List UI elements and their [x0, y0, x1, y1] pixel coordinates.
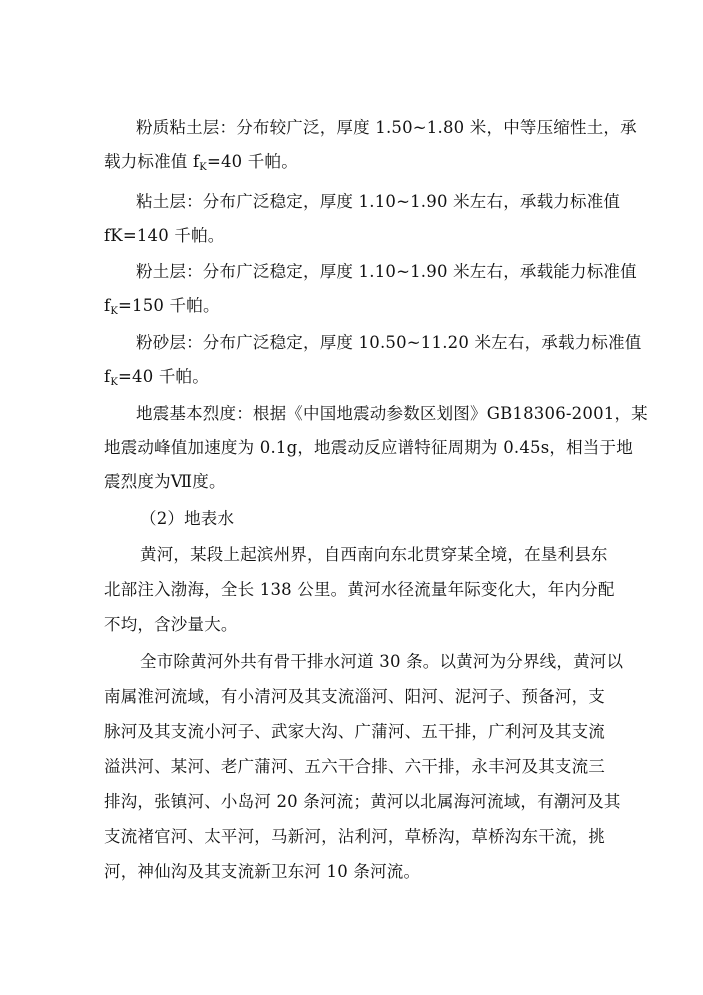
drainage-line-2: 南属淮河流域，有小清河及其支流淄河、阳河、泥河子、预备河，支 [104, 687, 605, 706]
silty-clay-subscript: K [199, 162, 207, 173]
silty-sand-subscript: K [110, 377, 118, 388]
silt-line-2-post: =150 千帕。 [117, 296, 220, 315]
silty-clay-line-2-post: =40 千帕。 [206, 152, 298, 171]
drainage-line-6: 支流褚官河、太平河，马新河，沾利河，草桥沟，草桥沟东干流，挑 [104, 827, 605, 846]
clay-line-2: fK=140 千帕。 [104, 226, 225, 245]
drainage-line-5: 排沟，张镇河、小岛河 20 条河流；黄河以北属海河流域，有潮河及其 [104, 792, 621, 811]
seismic-line-3: 震烈度为Ⅶ度。 [104, 472, 226, 491]
yellow-river-line-3: 不均，含沙量大。 [104, 615, 238, 634]
drainage-line-4: 溢洪河、某河、老广蒲河、五六干合排、六干排，永丰河及其支流三 [104, 757, 605, 776]
drainage-line-3: 脉河及其支流小河子、武家大沟、广蒲河、五干排，广利河及其支流 [104, 722, 605, 741]
silty-clay-line-2-pre: 载力标准值 f [104, 152, 200, 171]
silty-sand-line-2-pre: f [104, 367, 111, 386]
silty-clay-line-2 [104, 152, 298, 172]
silt-line-2-pre: f [104, 296, 111, 315]
yellow-river-line-1: 黄河，某段上起滨州界，自西南向东北贯穿某全境，在垦利县东 [140, 545, 608, 564]
drainage-line-7: 河，神仙沟及其支流新卫东河 10 条河流。 [104, 862, 421, 881]
silty-clay-line-1: 粉质粘土层：分布较广泛，厚度 1.50~1.80 米，中等压缩性土，承 [136, 118, 637, 137]
seismic-line-1: 地震基本烈度：根据《中国地震动参数区划图》GB18306-2001，某 [136, 404, 648, 423]
seismic-line-2: 地震动峰值加速度为 0.1g，地震动反应谱特征周期为 0.45s，相当于地 [104, 438, 633, 457]
silty-sand-line-1: 粉砂层：分布广泛稳定，厚度 10.50~11.20 米左右，承载力标准值 [136, 333, 642, 352]
silty-sand-line-2 [104, 367, 209, 387]
clay-line-1: 粘土层：分布广泛稳定，厚度 1.10~1.90 米左右，承载力标准值 [136, 192, 621, 211]
silt-line-1: 粉土层：分布广泛稳定，厚度 1.10~1.90 米左右，承载能力标准值 [136, 262, 637, 281]
yellow-river-line-2: 北部注入渤海，全长 138 公里。黄河水径流量年际变化大，年内分配 [104, 580, 615, 599]
silt-line-2 [104, 296, 220, 316]
surface-water-heading: （2）地表水 [140, 509, 235, 528]
drainage-line-1: 全市除黄河外共有骨干排水河道 30 条。以黄河为分界线，黄河以 [140, 652, 624, 671]
silt-subscript: K [110, 306, 118, 317]
silty-sand-line-2-post: =40 千帕。 [117, 367, 209, 386]
